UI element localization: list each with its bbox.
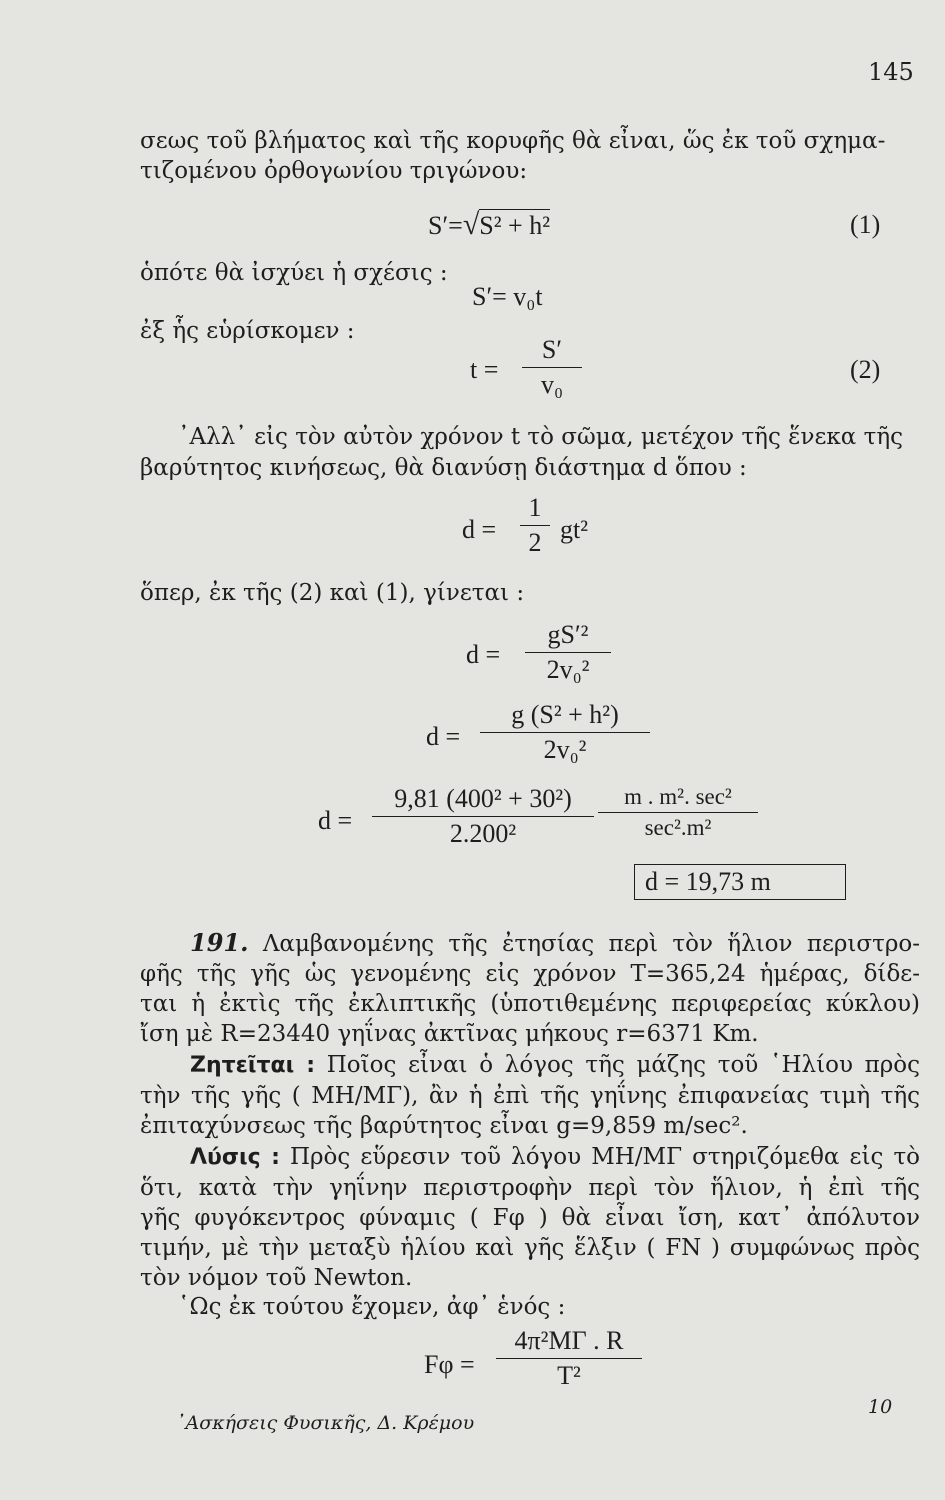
equation-2-number: (2)	[850, 355, 881, 384]
equation-1-lhs: S′=	[428, 211, 463, 240]
equation-7-fraction	[496, 1326, 642, 1391]
text-hopote: ὁπότε θὰ ἰσχύει ἡ σχέσις :	[140, 260, 448, 286]
equation-2-numerator: S′	[541, 335, 563, 364]
para-all-line-1: ᾿Αλλ᾿ εἰς τὸν αὐτὸν χρόνον t τὸ σῶμα, μετέχον τῆς ἕνεκα τῆς	[178, 424, 903, 450]
equation-2-lhs: t =	[470, 355, 499, 384]
equation-3-denominator: 2	[520, 525, 550, 558]
equation-1	[428, 208, 550, 242]
lysis-line-2: ὅτι, κατὰ τὴν γηΐνην περιστροφὴν περὶ τὸν ἥλιον, ἡ ἐπὶ τῆς	[140, 1175, 920, 1201]
equation-1-number: (1)	[850, 210, 881, 239]
equation-4-numerator: gS′²	[547, 620, 589, 649]
problem-line-4: ἴση μὲ R=23440 γηΐνας ἀκτῖνας μήκους r=6371 Km.	[140, 1021, 759, 1047]
equation-5-lhs: d =	[426, 722, 461, 751]
zhteitai-label: Ζητεῖται :	[190, 1053, 316, 1078]
equation-6-numerator: 9,81 (400² + 30²)	[394, 784, 572, 813]
equation-2-denominator: v₀	[522, 367, 582, 400]
equation-5-numerator: g (S² + h²)	[511, 700, 619, 729]
equation-1-radicand: S² + h²	[479, 211, 550, 240]
page-number: 145	[868, 58, 914, 86]
equation-5-fraction	[480, 700, 650, 765]
equation-6-fraction	[372, 784, 594, 849]
zhteitai-line-2: τὴν τῆς γῆς ( MH/MΓ), ἂν ἡ ἐπὶ τῆς γηΐνης ἐπιφανείας τιμὴ τῆς	[140, 1083, 920, 1109]
equation-7-numerator: 4π²MΓ . R	[514, 1326, 624, 1355]
footer-signature-number: 10	[868, 1396, 893, 1418]
equation-svt: S′= v₀t	[472, 282, 543, 311]
lysis-label: Λύσις :	[190, 1145, 280, 1170]
equation-6-denominator: 2.200²	[372, 816, 594, 849]
problem-line-3: ται ἡ ἐκτὶς τῆς ἐκλιπτικῆς (ὑποτιθεμένης περιφερείας κύκλου)	[140, 991, 920, 1017]
text-oper: ὅπερ, ἐκ τῆς (2) καὶ (1), γίνεται :	[140, 580, 525, 606]
para-all-line-2: βαρύτητος κινήσεως, θὰ διανύσῃ διάστημα d ὅπου :	[140, 455, 747, 481]
intro-line-2: τιζομένου ὀρθογωνίου τριγώνου:	[140, 158, 528, 184]
zhteitai-line-1-text: Ποῖος εἶναι ὁ λόγος τῆς μάζης τοῦ ῾Ηλίου πρὸς	[326, 1052, 921, 1078]
zhteitai-block	[140, 1050, 920, 1141]
lysis-line-1	[140, 1142, 920, 1173]
equation-3-lhs: d =	[462, 515, 497, 544]
equation-7-lhs: Fφ =	[424, 1350, 475, 1379]
lysis-line-4: τιμήν, μὲ τὴν μεταξὺ ἡλίου καὶ γῆς ἕλξιν ( FN ) συμφώνως πρὸς	[140, 1235, 920, 1261]
equation-6-unit-numerator: m . m². sec²	[624, 784, 732, 809]
equation-4-fraction	[525, 620, 611, 685]
equation-2-fraction	[522, 335, 582, 400]
result-box: d = 19,73 m	[634, 864, 846, 900]
equation-4-lhs: d =	[466, 640, 501, 669]
text-exhs: ἐξ ἧς εὑρίσκομεν :	[140, 318, 355, 344]
equation-7-denominator: T²	[496, 1358, 642, 1391]
problem-number: 191.	[190, 928, 249, 957]
equation-5-denominator: 2v₀²	[480, 732, 650, 765]
lysis-block	[140, 1142, 920, 1293]
equation-6-lhs: d =	[318, 806, 353, 835]
equation-3-rhs: gt²	[560, 515, 589, 544]
equation-4-denominator: 2v₀²	[525, 652, 611, 685]
equation-6-unit-denominator: sec².m²	[598, 812, 758, 841]
footer-book-title: ᾿Ασκήσεις Φυσικῆς, Δ. Κρέμου	[176, 1412, 475, 1434]
problem-line-2: φῆς τῆς γῆς ὡς γενομένης εἰς χρόνον T=365,24 ἡμέρας, δίδε-	[140, 961, 920, 987]
equation-6-units	[598, 784, 758, 841]
text-hos: ῾Ως ἐκ τούτου ἔχομεν, ἀφ᾿ ἑνός :	[178, 1294, 566, 1320]
sqrt-icon: √	[462, 208, 480, 241]
lysis-line-5: τὸν νόμον τοῦ Newton.	[140, 1265, 413, 1291]
intro-line-1: σεως τοῦ βλήματος καὶ τῆς κορυφῆς θὰ εἶναι, ὥς ἐκ τοῦ σχημα-	[140, 128, 886, 154]
lysis-line-3: γῆς φυγόκεντρος φύναμις ( Fφ ) θὰ εἶναι ἴση, κατ᾿ ἀπόλυτον	[140, 1205, 920, 1231]
zhteitai-line-1	[140, 1050, 920, 1081]
problem-191	[140, 928, 920, 1049]
zhteitai-line-3: ἐπιταχύνσεως τῆς βαρύτητος εἶναι g=9,859 m/sec².	[140, 1113, 748, 1139]
problem-line-1-text: Λαμβανομένης τῆς ἐτησίας περὶ τὸν ἥλιον περιστρο-	[262, 931, 921, 957]
problem-line-1	[140, 928, 920, 959]
equation-3-fraction	[520, 493, 550, 558]
lysis-line-1-text: Πρὸς εὕρεσιν τοῦ λόγου MH/MΓ στηριζόμεθα εἰς τὸ	[289, 1144, 921, 1170]
equation-3-numerator: 1	[528, 493, 542, 522]
